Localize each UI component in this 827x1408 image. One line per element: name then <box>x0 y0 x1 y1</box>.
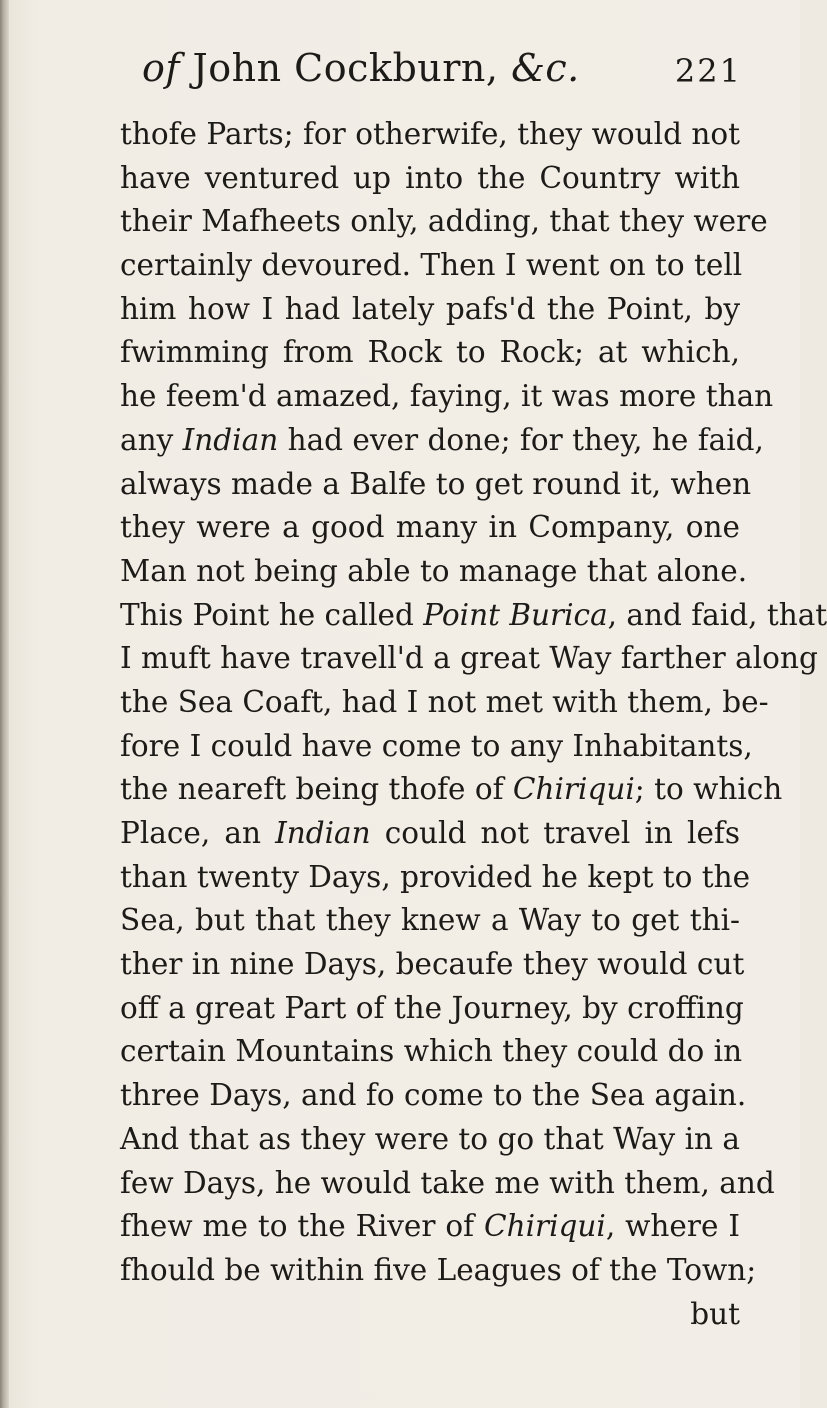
text-line: three Days, and fo come to the Sea again. <box>120 1078 747 1113</box>
italic-term: Chiriqui <box>484 1209 606 1244</box>
text-line <box>120 594 827 638</box>
italic-term: Indian <box>275 816 371 850</box>
text-line: than twenty Days, provided he kept to the <box>120 859 751 894</box>
text-run: the neareft being thofe of <box>120 772 513 807</box>
text-line: him how I had lately pafs'd the Point, by <box>120 291 740 326</box>
text-line: certainly devoured. Then I went on to tell <box>120 248 743 283</box>
text-line: ther in nine Days, becaufe they would cut <box>120 947 745 982</box>
text-line: thofe Parts; for otherwife, they would not <box>120 117 740 151</box>
text-run: had ever done; for they, he faid, <box>278 422 764 457</box>
text-line <box>120 768 783 812</box>
italic-term: Indian <box>182 422 279 457</box>
running-head-of: of <box>142 46 180 90</box>
text-line: off a great Part of the Journey, by croffing <box>120 990 744 1025</box>
text-line: fwimming from Rock to Rock; at which, <box>120 335 740 370</box>
text-line: the Sea Coaft, had I not met with them, be- <box>120 684 769 719</box>
text-run: , and faid, that <box>607 597 827 632</box>
text-line: he feem'd amazed, faying, it was more than <box>120 379 774 414</box>
text-run: any <box>120 422 183 457</box>
text-line: fore I could have come to any Inhabitants, <box>120 728 753 763</box>
running-head-title: John Cockburn, <box>192 46 499 90</box>
running-head <box>142 46 580 90</box>
italic-term: Chiriqui <box>512 772 635 807</box>
text-line: they were a good many in Company, one <box>120 510 740 545</box>
text-run: Place, an <box>120 816 276 850</box>
text-line <box>120 1205 740 1249</box>
page-number: 221 <box>674 52 742 90</box>
text-line: Sea, but that they knew a Way to get thi- <box>120 903 740 938</box>
text-line: their Mafheets only, adding, that they were <box>120 204 768 239</box>
italic-term: Point Burica <box>423 597 608 632</box>
text-run: fhew me to the River of <box>120 1209 484 1244</box>
text-line <box>120 812 740 856</box>
text-line: have ventured up into the Country with <box>120 160 740 195</box>
page-header <box>142 44 742 100</box>
running-head-etc: &c. <box>511 46 580 90</box>
text-line <box>120 419 764 463</box>
text-line: Man not being able to manage that alone. <box>120 553 748 588</box>
page-gutter <box>0 0 9 1408</box>
text-line: certain Mountains which they could do in <box>120 1034 743 1069</box>
text-line: few Days, he would take me with them, and <box>120 1165 775 1200</box>
text-line: And that as they were to go that Way in a <box>120 1121 740 1156</box>
text-run: This Point he called <box>120 597 424 632</box>
text-line: fhould be within five Leagues of the Town; <box>120 1252 757 1287</box>
text-run: ; to which <box>634 772 783 807</box>
text-line: I muft have travell'd a great Way farther along <box>120 641 818 676</box>
body-text <box>120 113 827 1336</box>
text-run: could not travel in lefs <box>370 816 740 850</box>
text-run: , where I <box>605 1209 740 1244</box>
text-line: always made a Balfe to get round it, when <box>120 466 752 501</box>
catchword: but <box>690 1296 740 1331</box>
